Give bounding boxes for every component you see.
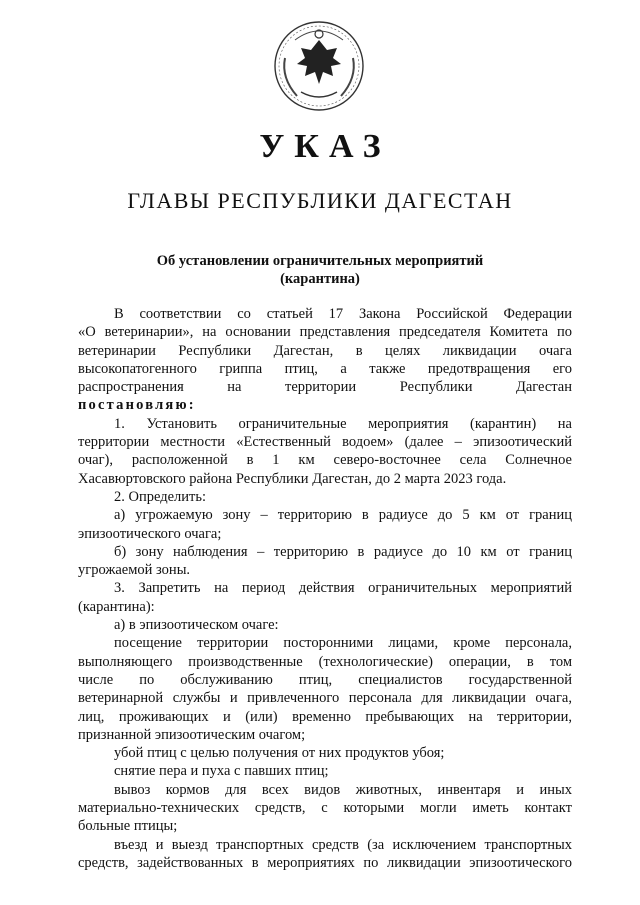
item-3a-4-line: вывоз кормов для всех видов животных, инвентаря и иных	[114, 781, 572, 798]
item-3a-4-line: материально-технических средств, с которыми могли иметь контакт	[78, 800, 572, 817]
item-2b-line: б) зону наблюдения – территорию в радиусе до 10 км от границ	[114, 543, 572, 560]
item-3a-3: снятие пера и пуха с павших птиц;	[114, 763, 329, 780]
item-2: 2. Определить:	[114, 488, 207, 505]
document-title: УКАЗ	[259, 128, 391, 165]
item-2a-line: а) угрожаемую зону – территорию в радиусе до 5 км от границ	[114, 507, 572, 524]
item-3a: а) в эпизоотическом очаге:	[114, 617, 279, 634]
item-2b	[78, 543, 572, 580]
intro-line: ветеринарии Республики Дагестан, в целях ликвидации очага	[78, 342, 572, 359]
intro-line: В соответствии со статьей 17 Закона Российской Федерации	[114, 306, 572, 322]
item-3a-5-line: средств, задействованных в мероприятиях по ликвидации эпизоотического	[78, 854, 572, 871]
intro-line: «О ветеринарии», на основании представления председателя Комитета по	[78, 324, 572, 341]
item-1-line: территории местности «Естественный водоем» (далее – эпизоотический	[78, 434, 572, 451]
item-3a-4	[78, 781, 572, 836]
item-3a-1-line: выполняющего производственные (технологические) операции, в том	[78, 653, 572, 670]
item-3	[78, 579, 572, 616]
subject-line-1: Об установлении ограничительных мероприятий	[156, 253, 484, 269]
item-3a-1-line: посещение территории посторонними лицами, кроме персонала,	[114, 635, 572, 652]
document-subject	[0, 252, 640, 288]
item-2a	[78, 506, 572, 543]
item-3a-5-line: въезд и выезд транспортных средств (за исключением транспортных	[114, 836, 572, 853]
item-1-line: Хасавюртовского района Республики Дагестан, до 2 марта 2023 года.	[78, 470, 507, 487]
intro-paragraph	[78, 305, 572, 396]
item-3a-1-line: лиц, проживающих и (или) временно пребывающих на территории,	[78, 708, 572, 725]
intro-line: распространения на территории Республики Дагестан	[78, 379, 572, 396]
item-3a-1	[78, 634, 572, 744]
item-3a-4-line: больные птицы;	[78, 818, 178, 835]
item-1	[78, 415, 572, 488]
decree-word: постановляю:	[78, 397, 196, 414]
item-3a-2: убой птиц с целью получения от них продуктов убоя;	[114, 745, 445, 762]
coat-of-arms-icon	[271, 18, 367, 114]
intro-line: высокопатогенного гриппа птиц, а также предотвращения его	[78, 360, 572, 377]
item-3-line: (карантина):	[78, 598, 155, 615]
item-1-line: 1. Установить ограничительные мероприятия (карантин) на	[114, 415, 572, 432]
item-1-line: очаг), расположенной в 1 км северо-восточнее села Солнечное	[78, 452, 572, 469]
subject-line-2: (карантина)	[280, 271, 360, 287]
document-body	[78, 305, 572, 872]
item-3a-1-line: ветеринарной службы и привлеченного персонала для ликвидации очага,	[78, 690, 572, 707]
item-2b-line: угрожаемой зоны.	[78, 562, 191, 579]
item-3a-5	[78, 836, 572, 873]
item-2a-line: эпизоотического очага;	[78, 525, 222, 542]
document-subtitle: ГЛАВЫ РЕСПУБЛИКИ ДАГЕСТАН	[127, 188, 513, 213]
item-3a-1-line: признанной эпизоотическим очагом;	[78, 726, 306, 743]
item-3a-1-line: числе по обслуживанию птиц, специалистов государственной	[78, 671, 572, 688]
item-3-line: 3. Запретить на период действия ограничительных мероприятий	[114, 580, 572, 597]
